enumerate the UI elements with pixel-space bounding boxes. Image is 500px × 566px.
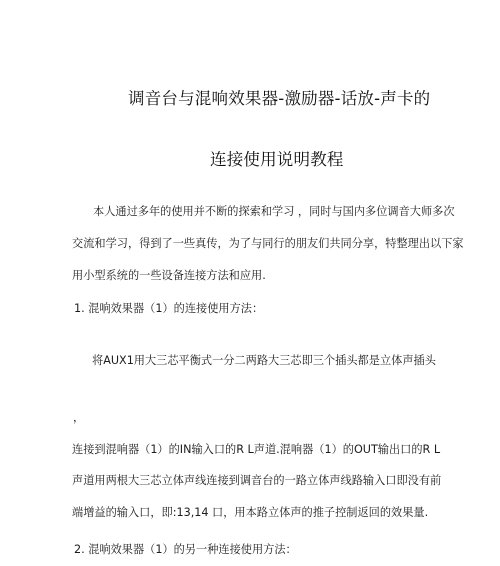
document-title-line-1: 调音台与混响效果器-激励器-话放-声卡的 bbox=[128, 89, 431, 108]
section-1-heading: 1. 混响效果器（1）的连接使用方法： bbox=[74, 302, 264, 315]
intro-line-3: 用小型系统的一些设备连接方法和应用. bbox=[72, 269, 266, 282]
section-1-paragraph-2-line-3: 端增益的输入口，即:13,14 口，用本路立体声的推子控制返回的效果量. bbox=[72, 506, 429, 519]
document-title-line-2: 连接使用说明教程 bbox=[210, 150, 344, 169]
section-1-comma: ， bbox=[73, 411, 85, 424]
section-1-paragraph-2-line-1: 连接到混响器（1）的IN输入口的R L声道.混响器（1）的OUT输出口的R L bbox=[72, 443, 441, 456]
intro-line-1: 本人通过多年的使用并不断的探索和学习 ，同时与国内多位调音大师多次 bbox=[93, 205, 455, 218]
section-1-paragraph-1: 将AUX1用大三芯平衡式一分二两路大三芯即三个插头都是立体声插头 bbox=[92, 354, 436, 367]
section-1-paragraph-2-line-2: 声道用两根大三芯立体声线连接到调音台的一路立体声线路输入口即没有前 bbox=[72, 474, 442, 487]
section-2-heading: 2. 混响效果器（1）的另一种连接使用方法： bbox=[74, 543, 297, 556]
intro-line-2: 交流和学习，得到了一些真传，为了与同行的朋友们共同分享，特整理出以下家 bbox=[72, 237, 464, 250]
